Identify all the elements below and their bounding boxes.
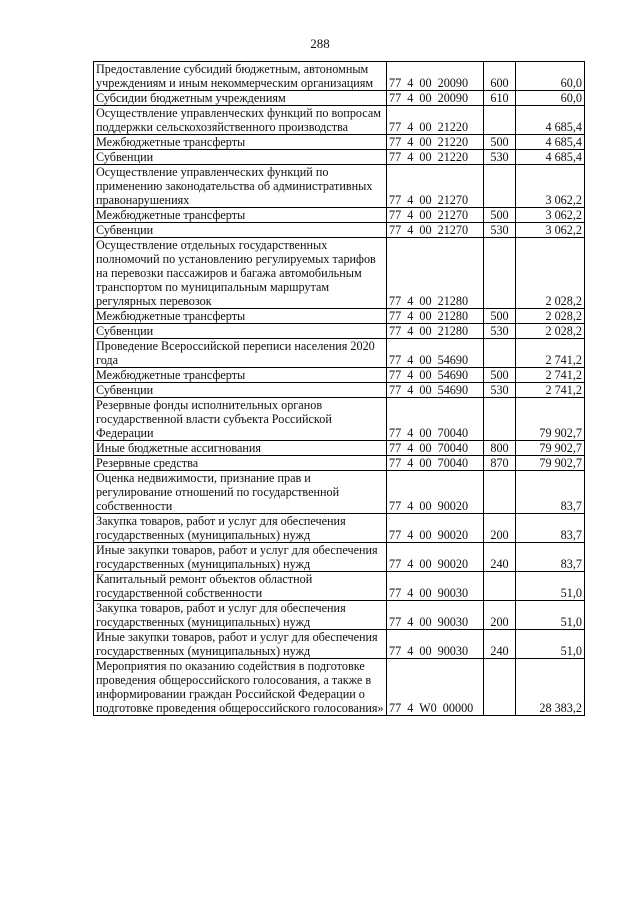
row-expense-type-cell bbox=[484, 471, 516, 514]
row-code-cell: 77 4 00 54690 bbox=[387, 383, 484, 398]
table-row bbox=[94, 572, 585, 601]
row-name-cell: Межбюджетные трансферты bbox=[94, 309, 387, 324]
table-row bbox=[94, 91, 585, 106]
row-expense-type-cell: 530 bbox=[484, 223, 516, 238]
row-expense-type-cell bbox=[484, 238, 516, 309]
row-amount-cell: 4 685,4 bbox=[516, 150, 585, 165]
row-name-cell: Межбюджетные трансферты bbox=[94, 208, 387, 223]
row-amount-cell: 83,7 bbox=[516, 471, 585, 514]
row-code-cell: 77 4 00 90020 bbox=[387, 471, 484, 514]
table-row bbox=[94, 441, 585, 456]
row-expense-type-cell bbox=[484, 165, 516, 208]
row-expense-type-cell: 530 bbox=[484, 383, 516, 398]
row-code-cell: 77 4 00 21280 bbox=[387, 309, 484, 324]
row-expense-type-cell bbox=[484, 106, 516, 135]
row-name-cell: Межбюджетные трансферты bbox=[94, 135, 387, 150]
row-name-cell: Иные закупки товаров, работ и услуг для обеспечения государственных (муниципальных) нужд bbox=[94, 630, 387, 659]
row-code-cell: 77 4 00 70040 bbox=[387, 456, 484, 471]
row-amount-cell: 83,7 bbox=[516, 543, 585, 572]
table-row bbox=[94, 106, 585, 135]
row-code-cell: 77 4 00 21220 bbox=[387, 135, 484, 150]
table-row bbox=[94, 630, 585, 659]
row-expense-type-cell: 530 bbox=[484, 150, 516, 165]
row-amount-cell: 51,0 bbox=[516, 572, 585, 601]
row-amount-cell: 3 062,2 bbox=[516, 223, 585, 238]
row-code-cell: 77 4 00 21270 bbox=[387, 165, 484, 208]
row-code-cell: 77 4 00 54690 bbox=[387, 339, 484, 368]
row-amount-cell: 51,0 bbox=[516, 630, 585, 659]
row-name-cell: Резервные фонды исполнительных органов государственной власти субъекта Российской Федерации bbox=[94, 398, 387, 441]
table-row bbox=[94, 659, 585, 716]
row-expense-type-cell: 500 bbox=[484, 208, 516, 223]
row-amount-cell: 2 028,2 bbox=[516, 238, 585, 309]
row-expense-type-cell: 530 bbox=[484, 324, 516, 339]
row-name-cell: Субвенции bbox=[94, 223, 387, 238]
table-row bbox=[94, 543, 585, 572]
row-name-cell: Закупка товаров, работ и услуг для обеспечения государственных (муниципальных) нужд bbox=[94, 514, 387, 543]
row-name-cell: Проведение Всероссийской переписи населения 2020 года bbox=[94, 339, 387, 368]
row-code-cell: 77 4 00 70040 bbox=[387, 441, 484, 456]
row-expense-type-cell bbox=[484, 339, 516, 368]
row-code-cell: 77 4 00 21270 bbox=[387, 223, 484, 238]
table-row bbox=[94, 165, 585, 208]
row-amount-cell: 2 028,2 bbox=[516, 309, 585, 324]
row-expense-type-cell: 200 bbox=[484, 601, 516, 630]
table-row bbox=[94, 514, 585, 543]
row-expense-type-cell: 500 bbox=[484, 309, 516, 324]
table-row bbox=[94, 150, 585, 165]
row-expense-type-cell bbox=[484, 659, 516, 716]
table-row bbox=[94, 368, 585, 383]
row-name-cell: Оценка недвижимости, признание прав и регулирование отношений по государственной собственности bbox=[94, 471, 387, 514]
row-code-cell: 77 4 00 90030 bbox=[387, 630, 484, 659]
row-name-cell: Закупка товаров, работ и услуг для обеспечения государственных (муниципальных) нужд bbox=[94, 601, 387, 630]
row-code-cell: 77 4 W0 00000 bbox=[387, 659, 484, 716]
table-row bbox=[94, 309, 585, 324]
table-row bbox=[94, 223, 585, 238]
row-amount-cell: 28 383,2 bbox=[516, 659, 585, 716]
row-amount-cell: 79 902,7 bbox=[516, 398, 585, 441]
budget-table bbox=[93, 61, 585, 716]
row-amount-cell: 2 028,2 bbox=[516, 324, 585, 339]
table-row bbox=[94, 456, 585, 471]
row-amount-cell: 4 685,4 bbox=[516, 106, 585, 135]
row-code-cell: 77 4 00 20090 bbox=[387, 91, 484, 106]
row-amount-cell: 83,7 bbox=[516, 514, 585, 543]
table-row bbox=[94, 62, 585, 91]
row-code-cell: 77 4 00 70040 bbox=[387, 398, 484, 441]
row-amount-cell: 2 741,2 bbox=[516, 339, 585, 368]
row-amount-cell: 60,0 bbox=[516, 62, 585, 91]
row-amount-cell: 2 741,2 bbox=[516, 383, 585, 398]
table-row bbox=[94, 339, 585, 368]
row-amount-cell: 60,0 bbox=[516, 91, 585, 106]
row-name-cell: Межбюджетные трансферты bbox=[94, 368, 387, 383]
row-name-cell: Мероприятия по оказанию содействия в подготовке проведения общероссийского голосования, а также в информировании граждан Российской Федерации о подготовке проведения общероссийского голосования» bbox=[94, 659, 387, 716]
row-code-cell: 77 4 00 54690 bbox=[387, 368, 484, 383]
row-code-cell: 77 4 00 90030 bbox=[387, 601, 484, 630]
row-expense-type-cell: 600 bbox=[484, 62, 516, 91]
row-code-cell: 77 4 00 21220 bbox=[387, 150, 484, 165]
row-expense-type-cell bbox=[484, 572, 516, 601]
row-name-cell: Осуществление управленческих функций по применению законодательства об административных правонарушениях bbox=[94, 165, 387, 208]
row-amount-cell: 4 685,4 bbox=[516, 135, 585, 150]
table-row bbox=[94, 471, 585, 514]
table-row bbox=[94, 324, 585, 339]
row-name-cell: Субвенции bbox=[94, 150, 387, 165]
table-row bbox=[94, 208, 585, 223]
row-expense-type-cell: 500 bbox=[484, 135, 516, 150]
row-name-cell: Осуществление отдельных государственных полномочий по установлению регулируемых тарифов на перевозки пассажиров и багажа автомобильным транспортом по муниципальным маршрутам регулярных перевозок bbox=[94, 238, 387, 309]
row-expense-type-cell: 200 bbox=[484, 514, 516, 543]
row-name-cell: Осуществление управленческих функций по вопросам поддержки сельскохозяйственного производства bbox=[94, 106, 387, 135]
table-row bbox=[94, 238, 585, 309]
row-name-cell: Иные закупки товаров, работ и услуг для обеспечения государственных (муниципальных) нужд bbox=[94, 543, 387, 572]
row-name-cell: Иные бюджетные ассигнования bbox=[94, 441, 387, 456]
row-amount-cell: 2 741,2 bbox=[516, 368, 585, 383]
table-row bbox=[94, 383, 585, 398]
row-code-cell: 77 4 00 21270 bbox=[387, 208, 484, 223]
row-amount-cell: 3 062,2 bbox=[516, 165, 585, 208]
row-code-cell: 77 4 00 90020 bbox=[387, 514, 484, 543]
row-expense-type-cell bbox=[484, 398, 516, 441]
row-name-cell: Резервные средства bbox=[94, 456, 387, 471]
row-amount-cell: 51,0 bbox=[516, 601, 585, 630]
page-number: 288 bbox=[310, 36, 330, 51]
row-name-cell: Субвенции bbox=[94, 383, 387, 398]
row-code-cell: 77 4 00 21280 bbox=[387, 324, 484, 339]
row-amount-cell: 79 902,7 bbox=[516, 441, 585, 456]
row-name-cell: Предоставление субсидий бюджетным, автономным учреждениям и иным некоммерческим организациям bbox=[94, 62, 387, 91]
row-amount-cell: 79 902,7 bbox=[516, 456, 585, 471]
row-name-cell: Субсидии бюджетным учреждениям bbox=[94, 91, 387, 106]
row-expense-type-cell: 870 bbox=[484, 456, 516, 471]
table-row bbox=[94, 135, 585, 150]
row-name-cell: Субвенции bbox=[94, 324, 387, 339]
row-code-cell: 77 4 00 21280 bbox=[387, 238, 484, 309]
row-expense-type-cell: 500 bbox=[484, 368, 516, 383]
row-code-cell: 77 4 00 90030 bbox=[387, 572, 484, 601]
row-name-cell: Капитальный ремонт объектов областной государственной собственности bbox=[94, 572, 387, 601]
row-amount-cell: 3 062,2 bbox=[516, 208, 585, 223]
row-expense-type-cell: 800 bbox=[484, 441, 516, 456]
table-row bbox=[94, 398, 585, 441]
row-expense-type-cell: 240 bbox=[484, 543, 516, 572]
row-expense-type-cell: 240 bbox=[484, 630, 516, 659]
row-code-cell: 77 4 00 21220 bbox=[387, 106, 484, 135]
row-code-cell: 77 4 00 20090 bbox=[387, 62, 484, 91]
row-code-cell: 77 4 00 90020 bbox=[387, 543, 484, 572]
row-expense-type-cell: 610 bbox=[484, 91, 516, 106]
table-row bbox=[94, 601, 585, 630]
